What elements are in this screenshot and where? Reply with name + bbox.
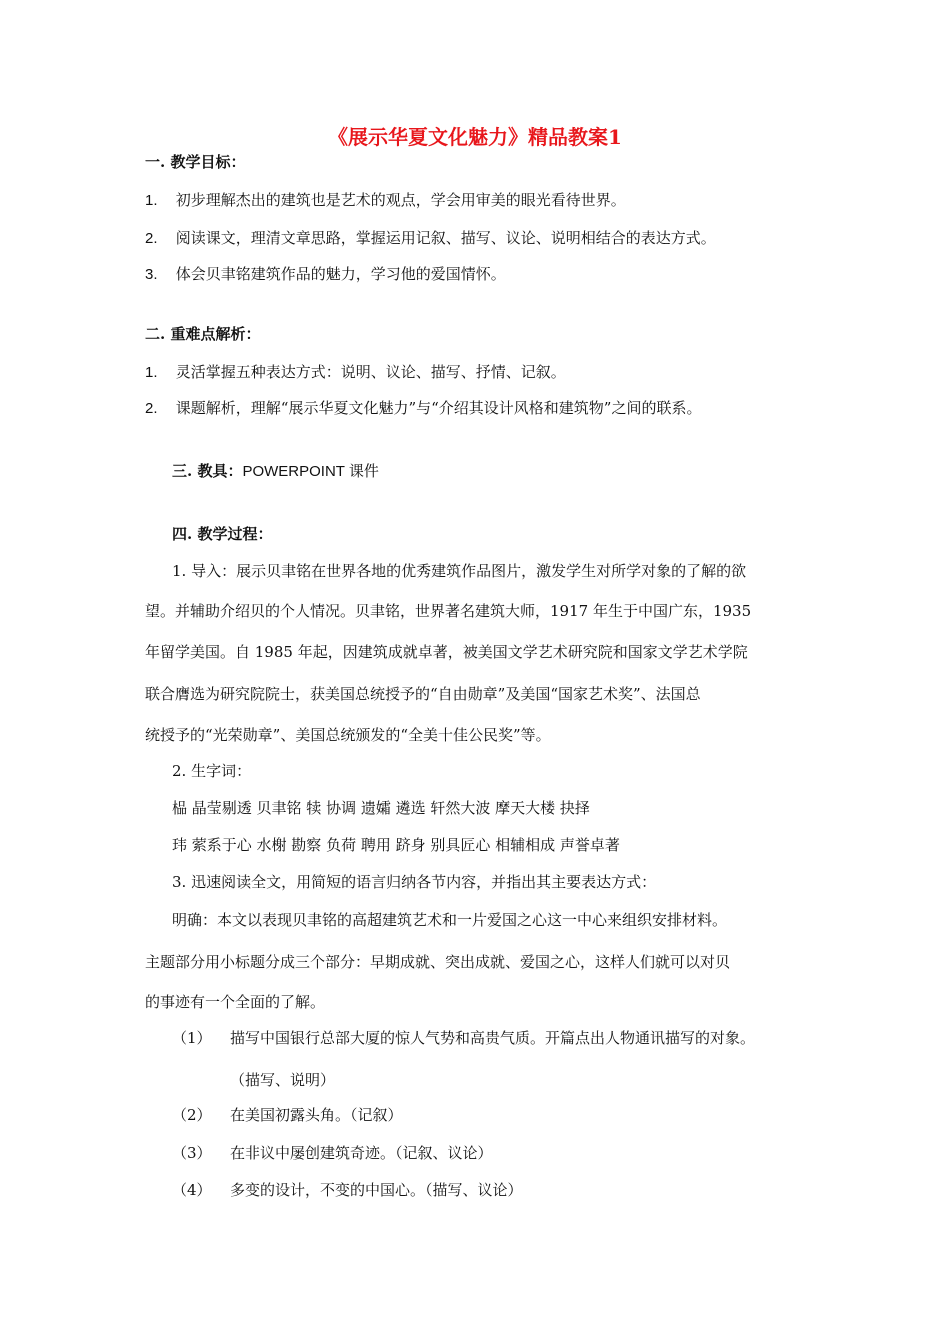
intro-line-4: 联合膺选为研究院院士，获美国总统授予的“自由勋章”及美国“国家艺术奖”、法国总 xyxy=(145,685,701,703)
objective-item-2 xyxy=(145,228,716,249)
part-text: 多变的设计，不变的中国心。（描写、议论） xyxy=(230,1181,523,1199)
difficulty-item-1 xyxy=(145,362,566,383)
section-4-heading: 四. 教学过程： xyxy=(172,525,273,543)
document-title: 《展示华夏文化魅力》精品教案1 xyxy=(328,125,622,149)
item-number: 2. xyxy=(145,230,158,247)
vocab-label: 2. 生字词： xyxy=(172,762,252,780)
part-item-4 xyxy=(172,1180,523,1200)
section-1-heading: 一. 教学目标： xyxy=(145,153,246,171)
vocab-line-1: 榀 晶莹剔透 贝聿铭 犊 协调 遗孀 遴选 轩然大波 摩天大楼 抉择 xyxy=(172,799,590,817)
section-3-line xyxy=(172,461,379,482)
item-number: 1. xyxy=(145,192,158,209)
summary-line-3: 的事迹有一个全面的了解。 xyxy=(145,993,326,1011)
reading-task-label: 3. 迅速阅读全文，用简短的语言归纳各节内容，并指出其主要表达方式： xyxy=(172,873,657,891)
part-item-2 xyxy=(172,1105,403,1125)
part-number: （1） xyxy=(172,1029,212,1047)
section-3-heading: 三. 教具： xyxy=(172,462,243,480)
objective-item-1 xyxy=(145,190,626,211)
intro-line-2: 望。并辅助介绍贝的个人情况。贝聿铭，世界著名建筑大师，1917 年生于中国广东，1935 xyxy=(145,602,752,620)
part-number: （4） xyxy=(172,1181,212,1199)
difficulty-item-2 xyxy=(145,398,701,419)
part-text: 在美国初露头角。（记叙） xyxy=(230,1106,403,1124)
item-text: 灵活掌握五种表达方式：说明、议论、描写、抒情、记叙。 xyxy=(175,363,566,381)
item-text: 初步理解杰出的建筑也是艺术的观点，学会用审美的眼光看待世界。 xyxy=(175,191,626,209)
item-text: 课题解析，理解“展示华夏文化魅力”与“介绍其设计风格和建筑物”之间的联系。 xyxy=(175,399,702,417)
intro-line-3: 年留学美国。自 1985 年起，因建筑成就卓著，被美国文学艺术研究院和国家文学艺术学院 xyxy=(145,643,748,661)
part-item-1-sub: （描写、说明） xyxy=(230,1071,336,1089)
part-number: （3） xyxy=(172,1144,212,1162)
part-text: 描写中国银行总部大厦的惊人气势和高贵气质。开篇点出人物通讯描写的对象。 xyxy=(230,1029,756,1047)
summary-line-1: 明确：本文以表现贝聿铭的高超建筑艺术和一片爱国之心这一中心来组织安排材料。 xyxy=(172,911,728,929)
part-number: （2） xyxy=(172,1106,212,1124)
objective-item-3 xyxy=(145,264,506,285)
item-text: 体会贝聿铭建筑作品的魅力，学习他的爱国情怀。 xyxy=(175,265,506,283)
item-number: 3. xyxy=(145,266,158,283)
part-text: 在非议中屡创建筑奇迹。（记叙、议论） xyxy=(230,1144,493,1162)
item-number: 1. xyxy=(145,364,158,381)
item-text: 阅读课文，理清文章思路，掌握运用记叙、描写、议论、说明相结合的表达方式。 xyxy=(175,229,716,247)
vocab-line-2: 玮 萦系于心 水榭 勘察 负荷 聘用 跻身 别具匠心 相辅相成 声誉卓著 xyxy=(172,836,620,854)
part-item-3 xyxy=(172,1143,493,1163)
part-item-1 xyxy=(172,1028,755,1048)
intro-line-5: 统授予的“光荣勋章”、美国总统颁发的“全美十佳公民奖”等。 xyxy=(145,726,551,744)
item-number: 2. xyxy=(145,400,158,417)
intro-line-1: 1. 导入：展示贝聿铭在世界各地的优秀建筑作品图片，激发学生对所学对象的了解的欲 xyxy=(172,562,747,580)
summary-line-2: 主题部分用小标题分成三个部分：早期成就、突出成就、爱国之心，这样人们就可以对贝 xyxy=(145,953,731,971)
section-2-heading: 二. 重难点解析： xyxy=(145,325,261,343)
teaching-aid-text: POWERPOINT 课件 xyxy=(242,463,379,480)
